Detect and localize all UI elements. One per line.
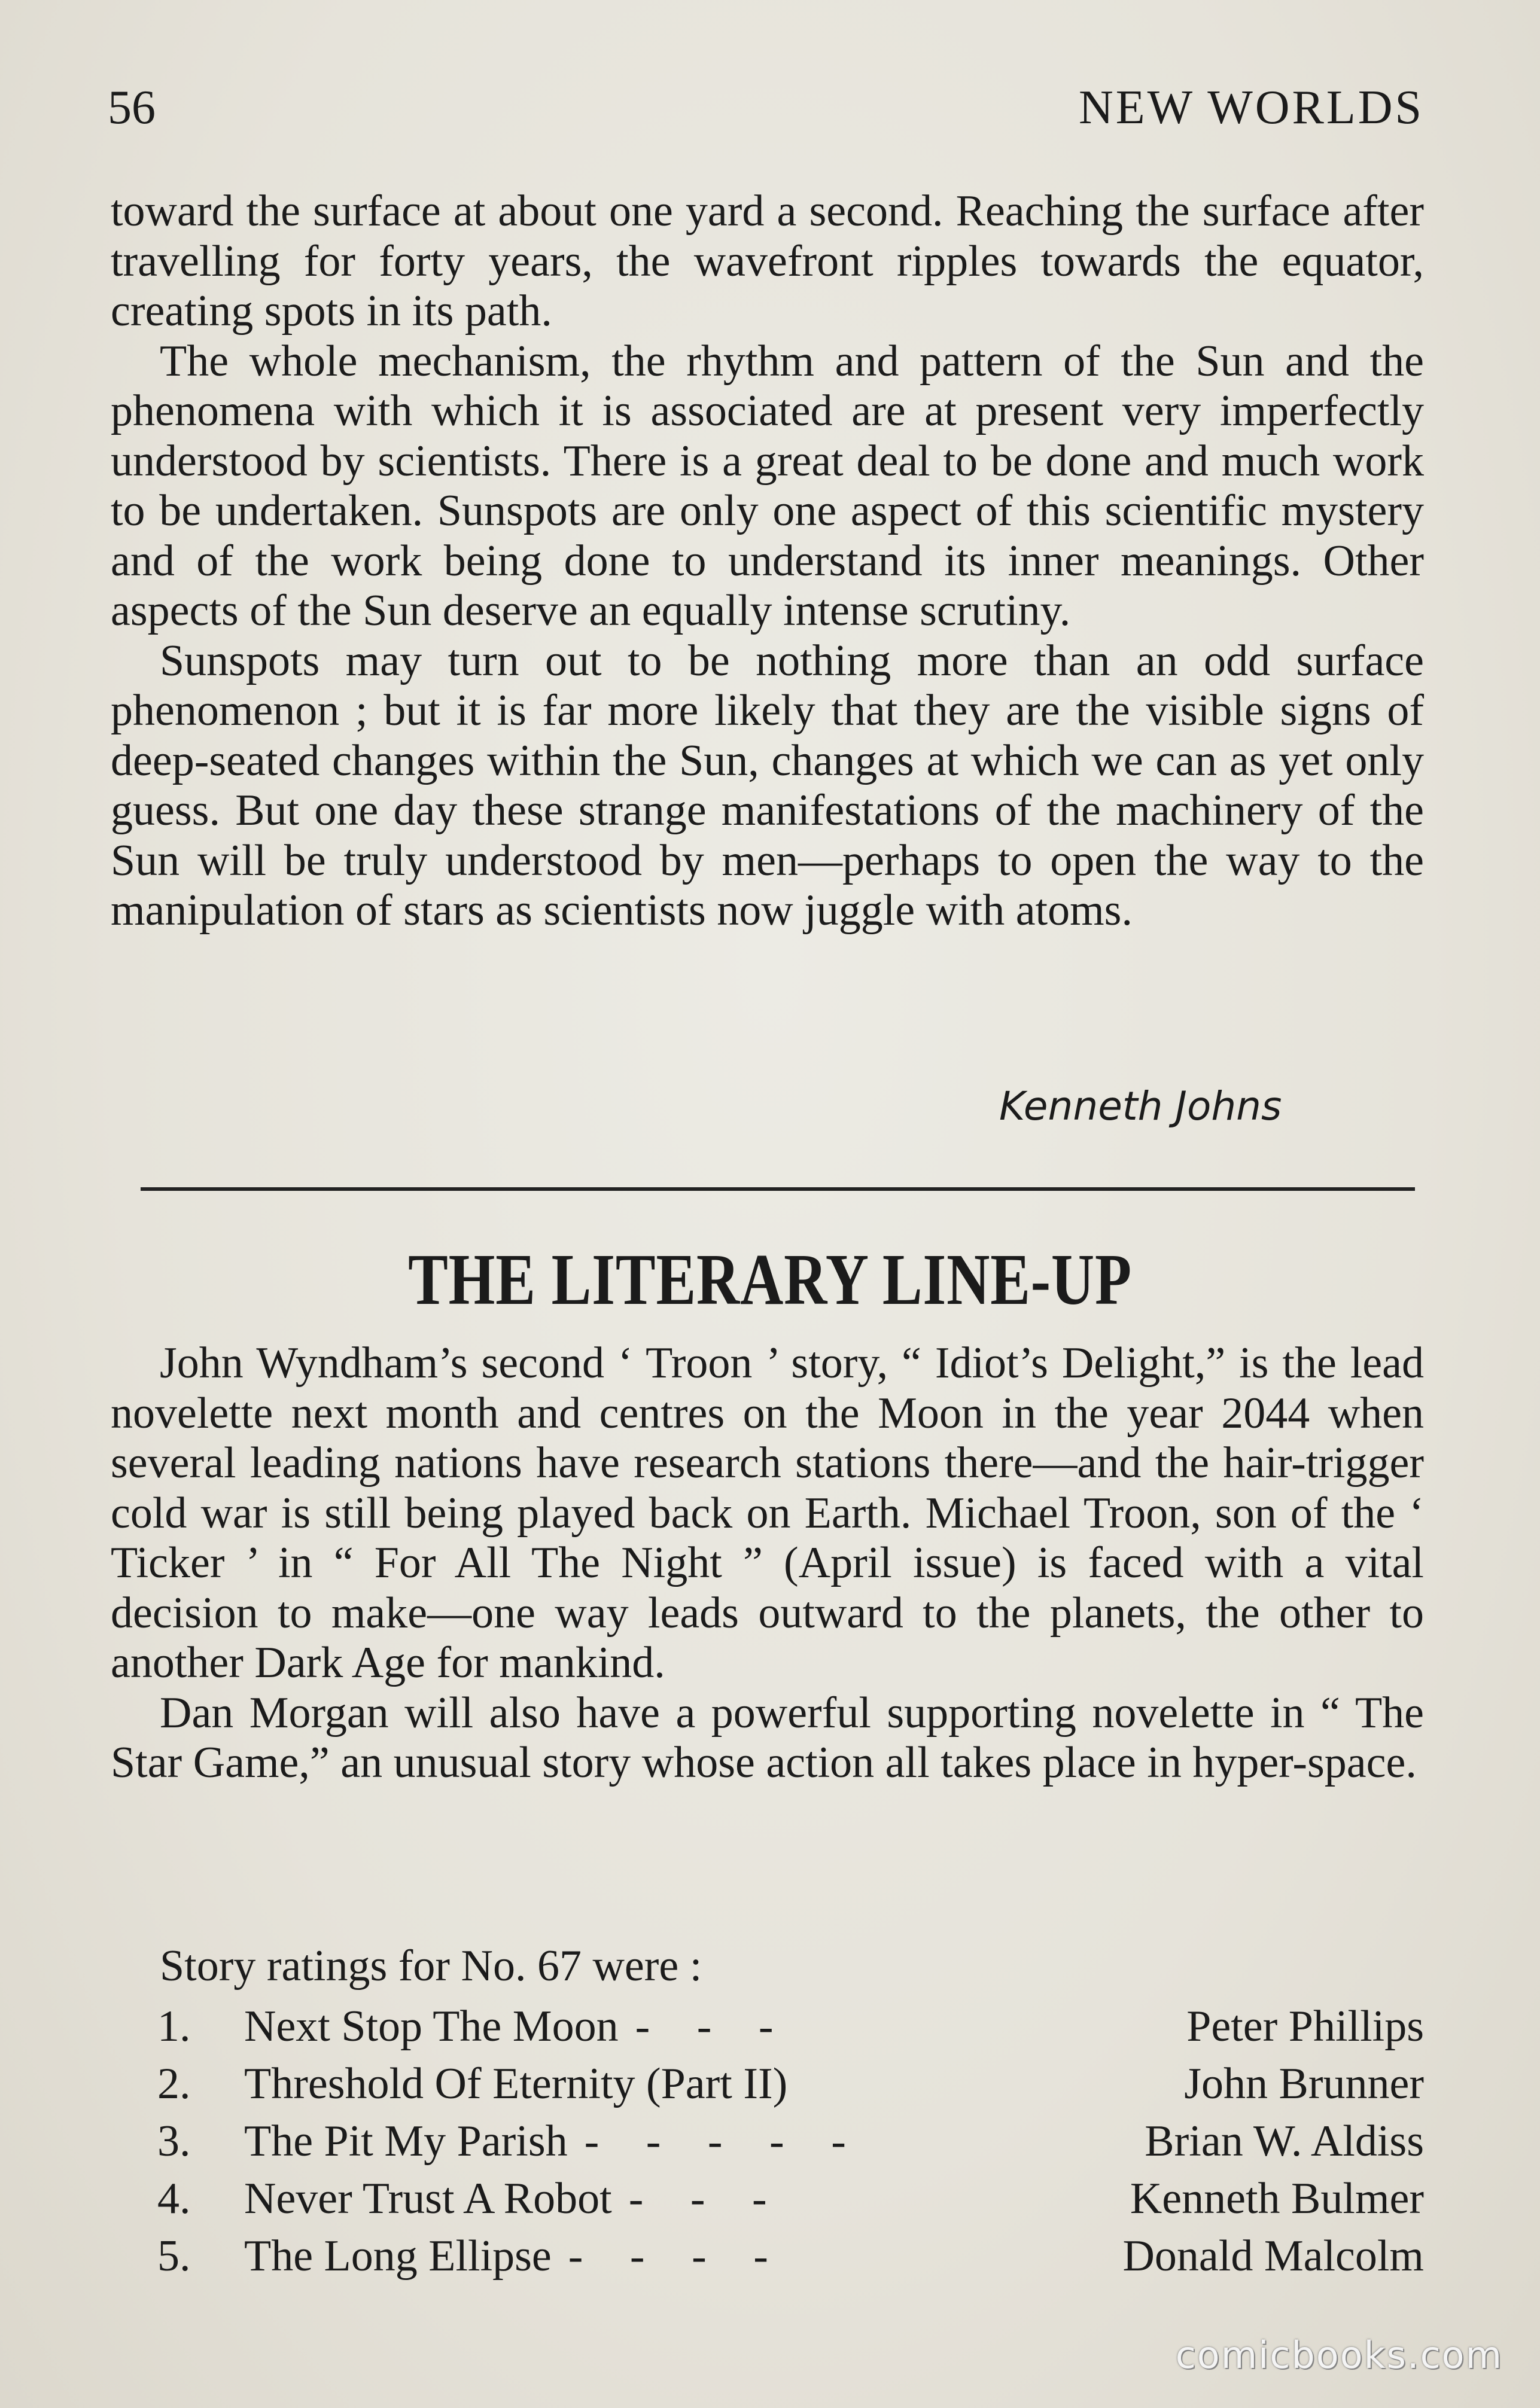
rating-rank: 5. — [157, 2232, 191, 2281]
section-divider — [141, 1187, 1415, 1191]
section-title: THE LITERARY LINE-UP — [408, 1239, 1132, 1320]
rating-rank: 1. — [157, 2002, 191, 2051]
rating-rank: 4. — [157, 2174, 191, 2223]
rating-author: John Brunner — [1184, 2059, 1424, 2108]
watermark-logo: comicbooks.com — [1175, 2333, 1503, 2377]
article-paragraph-3: Sunspots may turn out to be nothing more than an odd surface phenomenon ; but it is far more likely that they are the visible signs of deep-seated changes within the Sun, changes at which we can as yet only guess. But one day these strange manifestations of the machinery of the Sun will be truly understood by men—perhaps to open the way to the manipulation of stars as scientists now juggle with atoms. — [111, 636, 1424, 935]
rating-author: Brian W. Aldiss — [1145, 2117, 1424, 2166]
article-text — [111, 187, 1424, 936]
lineup-paragraph-1: John Wyndham’s second ‘ Troon ’ story, “ Idiot’s Delight,” is the lead novelette next month and centres on the Moon in the year 2044 when several leading nations have research stations there—and the hair-trigger cold war is still being played back on Earth. Michael Troon, son of the ‘ Ticker ’ in “ For All The Night ” (April issue) is faced with a vital decision to make—one way leads outward to the planets, the other to another Dark Age for mankind. — [111, 1339, 1424, 1687]
rating-story — [244, 1998, 1010, 2055]
lineup-paragraph-2: Dan Morgan will also have a powerful supporting novelette in “ The Star Game,” an unusual story whose action all takes place in hyper-space. — [111, 1688, 1424, 1787]
rating-rank: 2. — [157, 2059, 191, 2108]
rating-title: Threshold Of Eternity (Part II) — [244, 2059, 788, 2108]
ratings-row — [157, 2113, 1424, 2170]
article-paragraph-1: toward the surface at about one yard a second. Reaching the surface after travelling for forty years, the wavefront ripples towards the equator, creating spots in its path. — [111, 187, 1424, 336]
rating-title: Next Stop The Moon — [244, 2002, 619, 2051]
ratings-heading: Story ratings for No. 67 were : — [160, 1941, 702, 1991]
rating-leader: - - - — [628, 2174, 767, 2223]
ratings-table — [157, 1998, 1424, 2285]
rating-story — [244, 2055, 1010, 2113]
lineup-text — [111, 1339, 1424, 1788]
ratings-row — [157, 1998, 1424, 2055]
rating-story — [244, 2170, 1010, 2227]
rating-story — [244, 2227, 1010, 2285]
rating-leader: - - - - — [568, 2232, 768, 2281]
rating-author: Peter Phillips — [1186, 2002, 1424, 2051]
rating-story — [244, 2113, 1010, 2170]
page-header — [108, 78, 1424, 138]
page-number: 56 — [108, 81, 156, 134]
rating-author: Donald Malcolm — [1122, 2232, 1424, 2281]
rating-title: Never Trust A Robot — [244, 2174, 612, 2223]
rating-rank: 3. — [157, 2117, 191, 2166]
ratings-row — [157, 2227, 1424, 2285]
ratings-row — [157, 2055, 1424, 2113]
rating-title: The Long Ellipse — [244, 2232, 552, 2281]
article-author: Kenneth Johns — [999, 1083, 1282, 1129]
rating-leader: - - - — [635, 2002, 774, 2051]
article-paragraph-2: The whole mechanism, the rhythm and pattern of the Sun and the phenomena with which it is associated are at present very imperfectly understood by scientists. There is a great deal to be done and much work to be undertaken. Sunspots are only one aspect of this scientific mystery and of the work being done to understand its inner meanings. Other aspects of the Sun deserve an equally intense scrutiny. — [111, 336, 1424, 635]
magazine-title: NEW WORLDS — [1078, 81, 1424, 134]
rating-leader: - - - - - — [584, 2117, 846, 2166]
rating-author: Kenneth Bulmer — [1130, 2174, 1424, 2223]
rating-title: The Pit My Parish — [244, 2117, 568, 2166]
ratings-row — [157, 2170, 1424, 2227]
